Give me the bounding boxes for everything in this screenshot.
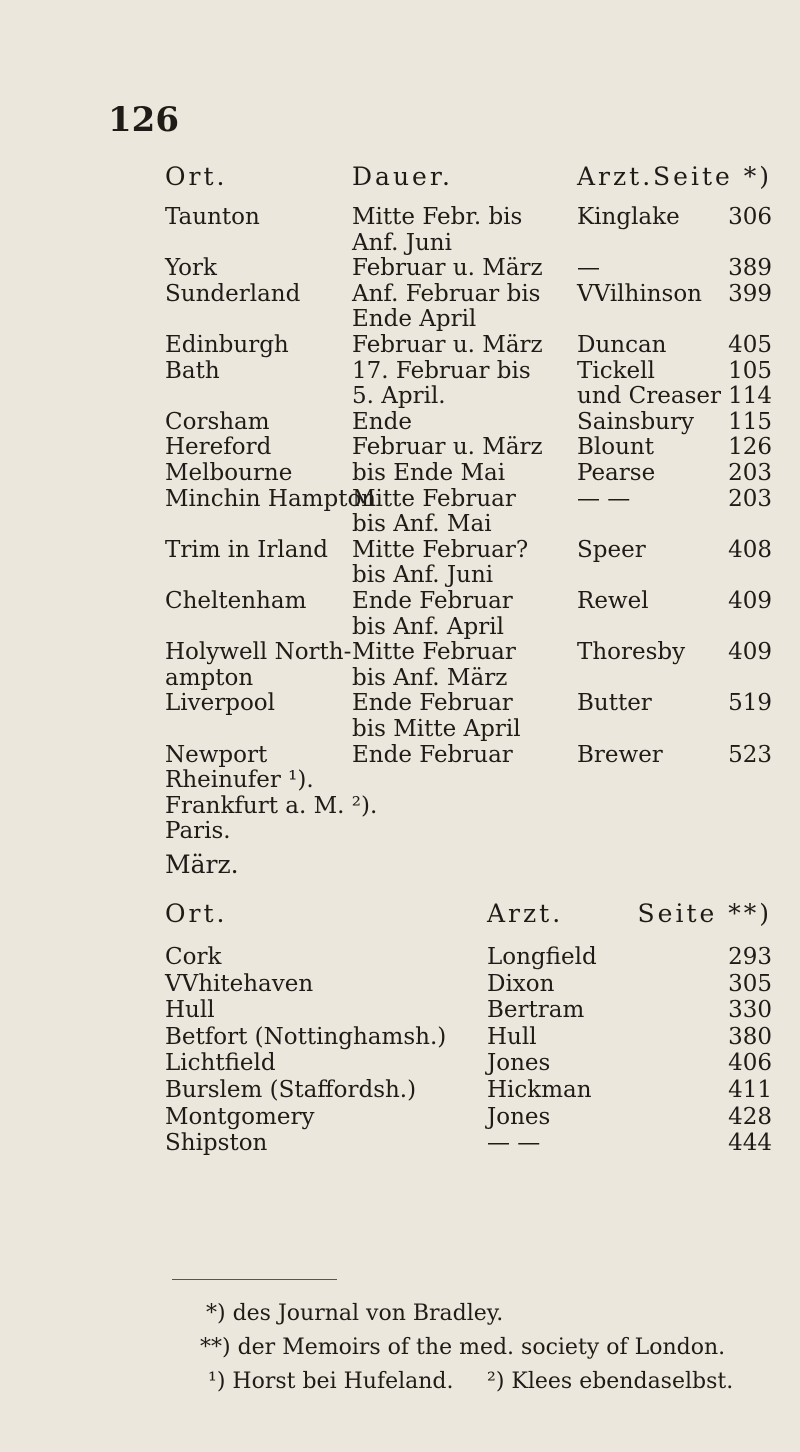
cell-arzt: VVilhinson	[577, 280, 702, 307]
cell-arzt: und Creaser	[577, 383, 721, 410]
cell-ort: Cheltenham	[165, 588, 307, 614]
cell-seite: 306	[728, 204, 772, 230]
cell-arzt: — —	[487, 1130, 541, 1157]
cell-dauer: Anf. Juni	[352, 229, 452, 256]
cell-dauer: Mitte Febr. bis	[352, 204, 523, 230]
cell-arzt: Blount	[577, 434, 654, 461]
cell-seite: 519	[728, 690, 772, 717]
section-title: März.	[165, 850, 239, 879]
cell-ort: Hereford	[165, 434, 272, 461]
cell-seite: 409	[728, 588, 772, 614]
cell-ort: Liverpool	[165, 690, 276, 717]
header2-seite: Seite **)	[637, 899, 772, 928]
cell-ort: ampton	[165, 664, 254, 691]
cell-arzt: Thoresby	[577, 639, 686, 666]
cell-ort: York	[165, 255, 217, 282]
cell-ort: Newport	[165, 741, 268, 768]
cell-arzt: Jones	[487, 1050, 551, 1077]
cell-dauer: 5. April.	[352, 383, 446, 410]
footnote-1: *) des Journal von Bradley.	[206, 1301, 504, 1326]
cell-seite: 126	[728, 434, 772, 461]
header2-arzt: Arzt.	[487, 899, 564, 928]
cell-ort: Paris.	[165, 818, 231, 845]
cell-dauer: 17. Februar bis	[352, 357, 531, 384]
cell-dauer: bis Anf. Mai	[352, 511, 492, 538]
cell-dauer: Ende Februar	[352, 690, 513, 717]
cell-ort: Holywell North-	[165, 639, 352, 666]
cell-ort: Trim in Irland	[165, 536, 328, 563]
cell-arzt: Speer	[577, 536, 646, 563]
cell-arzt: Butter	[577, 690, 652, 717]
cell-seite: 428	[728, 1103, 772, 1130]
cell-seite: 409	[728, 639, 772, 666]
cell-seite: 399	[728, 280, 772, 307]
cell-ort: Cork	[165, 944, 222, 970]
cell-ort: Sunderland	[165, 280, 301, 307]
cell-arzt: Tickell	[577, 357, 655, 384]
footnote-divider	[172, 1279, 337, 1280]
cell-ort: Taunton	[165, 204, 260, 230]
cell-seite: 444	[728, 1130, 772, 1157]
cell-ort: Rheinufer ¹).	[165, 767, 314, 794]
cell-ort: Lichtfield	[165, 1050, 276, 1077]
cell-seite: 293	[728, 944, 772, 970]
cell-arzt: Duncan	[577, 332, 667, 358]
cell-seite: 406	[728, 1050, 772, 1077]
table2-row	[0, 1124, 800, 1162]
cell-arzt: Brewer	[577, 741, 663, 768]
header-ort: Ort.	[165, 162, 228, 191]
cell-ort: Corsham	[165, 408, 270, 435]
table1-header	[0, 158, 800, 196]
cell-arzt: Kinglake	[577, 204, 680, 230]
cell-seite: 380	[728, 1023, 772, 1050]
cell-dauer: Februar u. März	[352, 255, 543, 282]
cell-dauer: Ende Februar	[352, 741, 513, 768]
cell-seite: 203	[728, 485, 772, 512]
cell-arzt: Hickman	[487, 1077, 592, 1103]
cell-arzt: —	[577, 255, 600, 282]
cell-ort: Frankfurt a. M. ²).	[165, 792, 378, 819]
cell-seite: 405	[728, 332, 772, 358]
cell-dauer: bis Anf. März	[352, 664, 508, 691]
cell-seite: 411	[728, 1077, 772, 1103]
cell-ort: Hull	[165, 997, 215, 1024]
cell-seite: 389	[728, 255, 772, 282]
cell-seite: 203	[728, 460, 772, 486]
cell-dauer: Ende Februar	[352, 588, 513, 614]
footnote-3: ¹) Horst bei Hufeland.	[208, 1369, 454, 1394]
header-dauer: Dauer.	[352, 162, 453, 191]
header2-ort: Ort.	[165, 899, 228, 928]
cell-dauer: Februar u. März	[352, 332, 543, 358]
cell-seite: 305	[728, 970, 772, 997]
cell-arzt: Longfield	[487, 944, 597, 970]
cell-arzt: Hull	[487, 1023, 537, 1050]
cell-arzt: Rewel	[577, 588, 649, 614]
footnote-2: **) der Memoirs of the med. society of London.	[200, 1335, 726, 1360]
cell-ort: Edinburgh	[165, 332, 289, 358]
cell-seite: 330	[728, 997, 772, 1024]
table1-line	[0, 812, 800, 850]
cell-dauer: Mitte Februar?	[352, 536, 529, 563]
cell-seite: 523	[728, 741, 772, 768]
cell-dauer: bis Anf. Juni	[352, 562, 494, 589]
cell-ort: Shipston	[165, 1130, 268, 1157]
cell-dauer: Februar u. März	[352, 434, 543, 461]
cell-arzt: Dixon	[487, 970, 555, 997]
table2-header	[0, 895, 800, 933]
cell-ort: VVhitehaven	[165, 970, 314, 997]
cell-dauer: Mitte Februar	[352, 639, 516, 666]
header-arzt: Arzt.	[577, 162, 654, 191]
cell-ort: Melbourne	[165, 460, 293, 486]
cell-arzt: Bertram	[487, 997, 585, 1024]
cell-ort: Minchin Hampton	[165, 485, 377, 512]
page-number: 126	[108, 100, 179, 140]
cell-seite: 115	[728, 408, 772, 435]
cell-dauer: Mitte Februar	[352, 485, 516, 512]
cell-dauer: Ende April	[352, 306, 477, 333]
cell-dauer: Anf. Februar bis	[352, 280, 541, 307]
cell-ort: Bath	[165, 357, 220, 384]
cell-dauer: bis Ende Mai	[352, 460, 506, 486]
cell-seite: 105	[728, 357, 772, 384]
cell-dauer: Ende	[352, 408, 412, 435]
cell-arzt: Jones	[487, 1103, 551, 1130]
cell-ort: Betfort (Nottinghamsh.)	[165, 1023, 447, 1050]
cell-ort: Montgomery	[165, 1103, 315, 1130]
cell-arzt: Pearse	[577, 460, 656, 486]
cell-dauer: bis Anf. April	[352, 613, 504, 640]
cell-arzt: Sainsbury	[577, 408, 694, 435]
cell-arzt: — —	[577, 485, 631, 512]
cell-seite: 114	[728, 383, 772, 410]
cell-dauer: bis Mitte April	[352, 716, 521, 742]
cell-ort: Burslem (Staffordsh.)	[165, 1077, 417, 1103]
footnote-4: ²) Klees ebendaselbst.	[487, 1369, 734, 1394]
cell-seite: 408	[728, 536, 772, 563]
header-seite: Seite *)	[653, 162, 772, 191]
